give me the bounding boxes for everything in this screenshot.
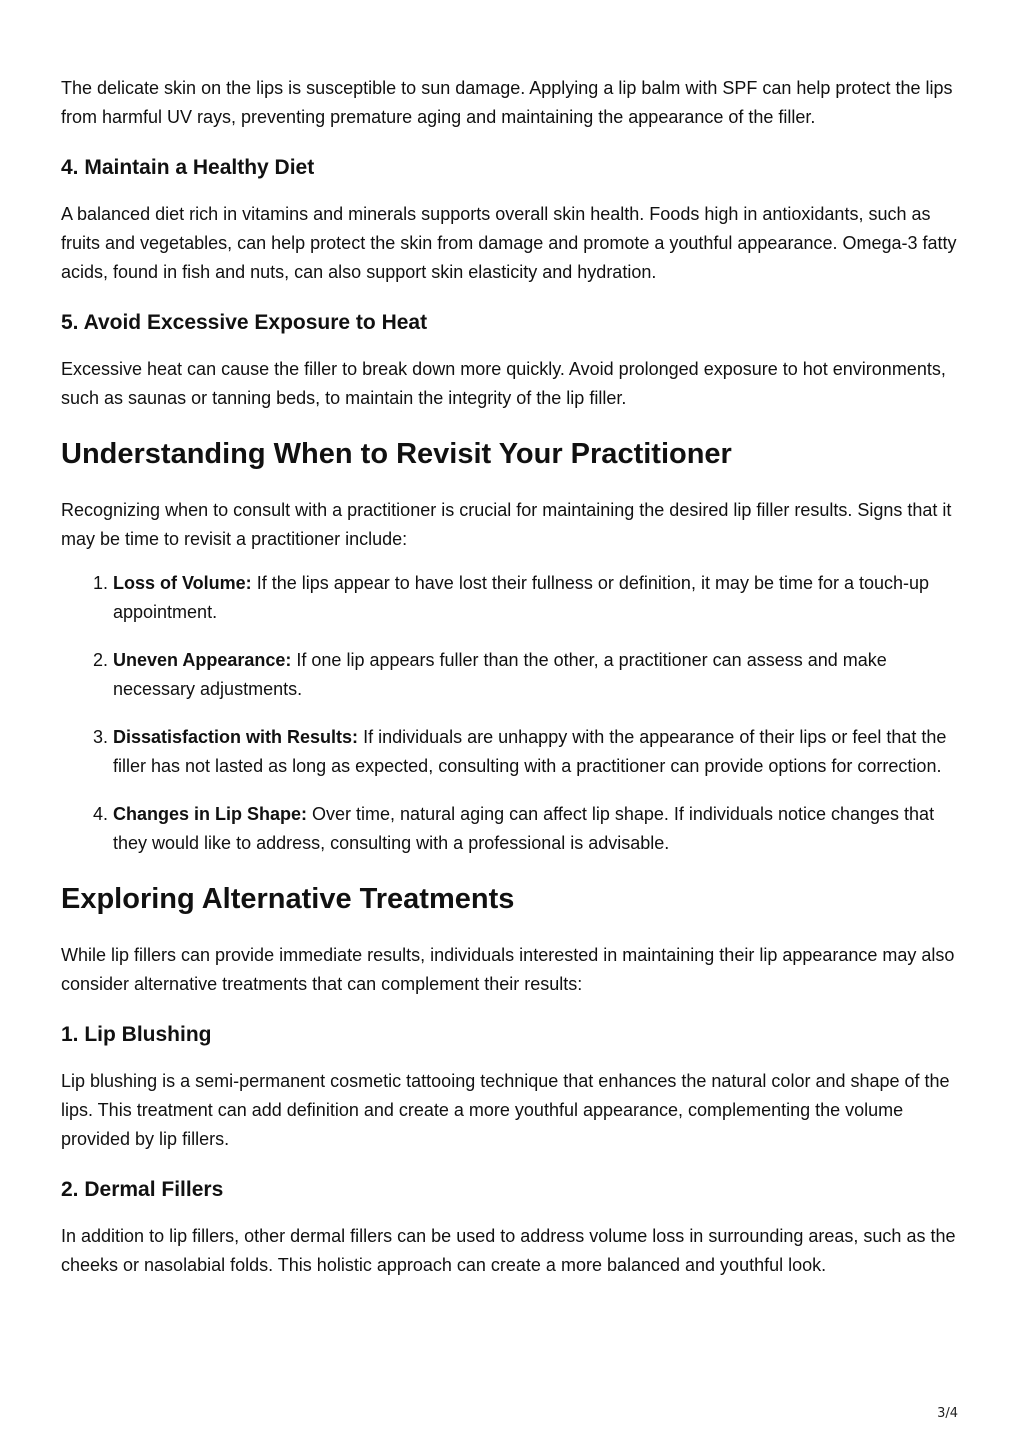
revisit-intro-paragraph: Recognizing when to consult with a practitioner is crucial for maintaining the desired lip filler results. Signs that it may be time to revisit a practitioner include: — [61, 500, 952, 549]
tip-text-avoid-heat: Excessive heat can cause the filler to break down more quickly. Avoid prolonged exposure to hot environments, such as saunas or tanning beds, to maintain the integrity of the lip filler. — [61, 359, 946, 408]
list-item-text: If individuals are unhappy with the appearance of their lips or feel that the filler has not lasted as long as expected, consulting with a practitioner can provide options for correction. — [113, 727, 947, 776]
tip-heading-healthy-diet: 4. Maintain a Healthy Diet — [61, 156, 315, 179]
list-item-text: If one lip appears fuller than the other, a practitioner can assess and make necessary adjustments. — [113, 650, 887, 699]
document-page — [61, 74, 971, 1295]
treatment-heading-dermal-fillers: 2. Dermal Fillers — [61, 1178, 224, 1201]
treatment-heading-lip-blushing: 1. Lip Blushing — [61, 1023, 212, 1046]
section-heading-alternative-treatments: Exploring Alternative Treatments — [61, 883, 515, 915]
list-item — [113, 800, 971, 858]
tip-text-healthy-diet: A balanced diet rich in vitamins and minerals supports overall skin health. Foods high in antioxidants, such as fruits and vegetables, can help protect the skin from damage and promote a youthful appearance. Omega-3 fatty acids, found in fish and nuts, can also support skin elasticity and hydration. — [61, 204, 957, 282]
list-item-text: Over time, natural aging can affect lip shape. If individuals notice changes that they would like to address, consulting with a professional is advisable. — [113, 804, 935, 853]
list-item-label: Uneven Appearance: — [113, 650, 292, 670]
sun-protection-paragraph: The delicate skin on the lips is susceptible to sun damage. Applying a lip balm with SPF can help protect the lips from harmful UV rays, preventing premature aging and maintaining the appearance of the filler. — [61, 78, 953, 127]
list-item-label: Changes in Lip Shape: — [113, 804, 308, 824]
list-item — [113, 723, 971, 781]
treatment-text-lip-blushing: Lip blushing is a semi-permanent cosmetic tattooing technique that enhances the natural color and shape of the lips. This treatment can add definition and create a more youthful appearance, complementing the volume provided by lip fillers. — [61, 1071, 950, 1149]
list-item — [113, 646, 971, 704]
list-item-text: If the lips appear to have lost their fullness or definition, it may be time for a touch-up appointment. — [113, 573, 930, 622]
alternatives-intro-paragraph: While lip fillers can provide immediate results, individuals interested in maintaining their lip appearance may also consider alternative treatments that can complement their results: — [61, 945, 955, 994]
list-item — [113, 569, 971, 627]
list-item-label: Loss of Volume: — [113, 573, 252, 593]
section-heading-revisit-practitioner: Understanding When to Revisit Your Practitioner — [61, 438, 732, 470]
treatment-text-dermal-fillers: In addition to lip fillers, other dermal fillers can be used to address volume loss in surrounding areas, such as the cheeks or nasolabial folds. This holistic approach can create a more balanced and youthful look. — [61, 1226, 956, 1275]
revisit-signs-list — [61, 569, 971, 858]
tip-heading-avoid-heat: 5. Avoid Excessive Exposure to Heat — [61, 311, 428, 334]
page-number: 3/4 — [937, 1406, 958, 1421]
list-item-label: Dissatisfaction with Results: — [113, 727, 359, 747]
